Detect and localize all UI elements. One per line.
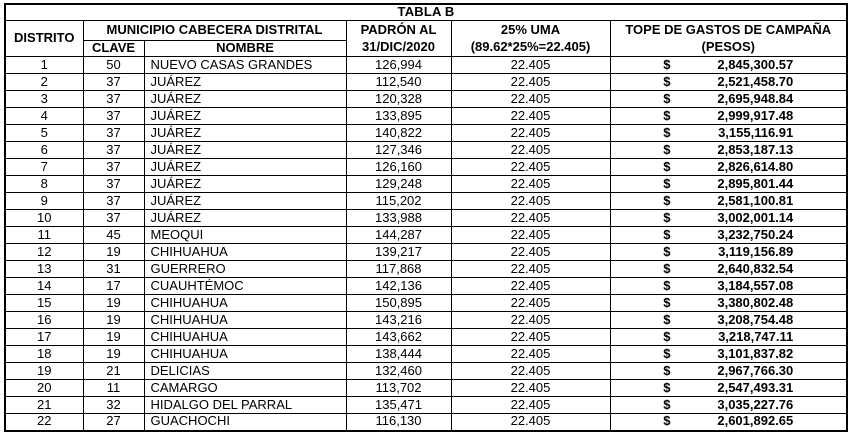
- table-row: [5, 159, 847, 176]
- tope-value: [663, 381, 793, 396]
- tope-amount: 3,101,837.82: [717, 345, 794, 361]
- cell-uma: 22.405: [451, 397, 610, 414]
- cell-tope: [610, 295, 847, 312]
- tope-value: [663, 414, 793, 429]
- tope-amount: 3,002,001.14: [717, 209, 794, 225]
- tope-value: [663, 296, 793, 311]
- table-row: [5, 244, 847, 261]
- header-padron: [346, 21, 451, 57]
- cell-clave: 19: [83, 295, 144, 312]
- cell-tope: [610, 414, 847, 431]
- cell-tope: [610, 380, 847, 397]
- cell-tope: [610, 278, 847, 295]
- tope-value: [663, 109, 793, 124]
- tope-value: [663, 245, 793, 260]
- cell-uma: 22.405: [451, 57, 610, 74]
- cell-distrito: 4: [5, 108, 83, 125]
- table-row: [5, 193, 847, 210]
- table-row: [5, 210, 847, 227]
- tope-value: [663, 75, 793, 90]
- tope-value: [663, 194, 793, 209]
- currency-symbol: $: [663, 294, 671, 310]
- tope-amount: 2,547,493.31: [717, 379, 794, 395]
- cell-clave: 37: [83, 176, 144, 193]
- cell-tope: [610, 210, 847, 227]
- tope-value: [663, 126, 793, 141]
- cell-tope: [610, 57, 847, 74]
- cell-nombre: JUÁREZ: [144, 74, 346, 91]
- table-row: [5, 380, 847, 397]
- cell-padron: 150,895: [346, 295, 451, 312]
- table-row: [5, 108, 847, 125]
- header-distrito: DISTRITO: [5, 21, 83, 57]
- cell-clave: 19: [83, 346, 144, 363]
- cell-nombre: JUÁREZ: [144, 108, 346, 125]
- cell-distrito: 8: [5, 176, 83, 193]
- cell-tope: [610, 397, 847, 414]
- header-tope: [610, 21, 847, 57]
- cell-tope: [610, 74, 847, 91]
- table-row: [5, 57, 847, 74]
- currency-symbol: $: [663, 362, 671, 378]
- cell-tope: [610, 176, 847, 193]
- cell-padron: 120,328: [346, 91, 451, 108]
- tope-amount: 2,581,100.81: [717, 192, 794, 208]
- cell-nombre: JUÁREZ: [144, 176, 346, 193]
- cell-padron: 112,540: [346, 74, 451, 91]
- header-tope-line1: TOPE DE GASTOS DE CAMPAÑA: [625, 22, 832, 38]
- currency-symbol: $: [663, 311, 671, 327]
- cell-padron: 133,895: [346, 108, 451, 125]
- currency-symbol: $: [663, 328, 671, 344]
- tope-value: [663, 92, 793, 107]
- cell-padron: 135,471: [346, 397, 451, 414]
- tope-value: [663, 347, 793, 362]
- currency-symbol: $: [663, 90, 671, 106]
- currency-symbol: $: [663, 124, 671, 140]
- cell-nombre: CHIHUAHUA: [144, 312, 346, 329]
- tope-amount: 3,208,754.48: [717, 311, 794, 327]
- cell-clave: 50: [83, 57, 144, 74]
- cell-distrito: 16: [5, 312, 83, 329]
- cell-distrito: 17: [5, 329, 83, 346]
- cell-tope: [610, 346, 847, 363]
- cell-nombre: JUÁREZ: [144, 142, 346, 159]
- cell-padron: 117,868: [346, 261, 451, 278]
- cell-uma: 22.405: [451, 91, 610, 108]
- cell-nombre: DELICIAS: [144, 363, 346, 380]
- cell-uma: 22.405: [451, 329, 610, 346]
- tope-value: [663, 262, 793, 277]
- tope-amount: 2,640,832.54: [717, 260, 794, 276]
- tope-value: [663, 211, 793, 226]
- cell-clave: 37: [83, 74, 144, 91]
- tope-value: [663, 330, 793, 345]
- cell-clave: 37: [83, 108, 144, 125]
- cell-nombre: CHIHUAHUA: [144, 329, 346, 346]
- cell-clave: 11: [83, 380, 144, 397]
- tope-amount: 3,380,802.48: [717, 294, 794, 310]
- cell-tope: [610, 91, 847, 108]
- table-row: [5, 312, 847, 329]
- cell-distrito: 13: [5, 261, 83, 278]
- tope-amount: 3,155,116.91: [718, 124, 794, 140]
- header-nombre: NOMBRE: [144, 41, 346, 57]
- table-row: [5, 91, 847, 108]
- cell-distrito: 5: [5, 125, 83, 142]
- cell-uma: 22.405: [451, 278, 610, 295]
- cell-nombre: JUÁREZ: [144, 159, 346, 176]
- cell-tope: [610, 108, 847, 125]
- table-row: [5, 397, 847, 414]
- currency-symbol: $: [663, 243, 671, 259]
- cell-distrito: 1: [5, 57, 83, 74]
- table-row: [5, 125, 847, 142]
- cell-clave: 37: [83, 91, 144, 108]
- cell-distrito: 19: [5, 363, 83, 380]
- cell-tope: [610, 159, 847, 176]
- cell-tope: [610, 329, 847, 346]
- table-row: [5, 227, 847, 244]
- cell-clave: 19: [83, 244, 144, 261]
- currency-symbol: $: [663, 260, 671, 276]
- tope-amount: 2,521,458.70: [717, 73, 794, 89]
- cell-padron: 113,702: [346, 380, 451, 397]
- cell-padron: 115,202: [346, 193, 451, 210]
- cell-nombre: GUACHOCHI: [144, 414, 346, 431]
- tope-amount: 2,826,614.80: [717, 158, 794, 174]
- cell-nombre: JUÁREZ: [144, 210, 346, 227]
- cell-uma: 22.405: [451, 193, 610, 210]
- tope-amount: 3,232,750.24: [717, 226, 794, 242]
- currency-symbol: $: [663, 396, 671, 412]
- title-row: [5, 4, 847, 21]
- header-uma: [451, 21, 610, 57]
- tope-value: [663, 143, 793, 158]
- currency-symbol: $: [663, 175, 671, 191]
- tope-amount: 2,695,948.84: [717, 90, 794, 106]
- header-row-top: [5, 21, 847, 41]
- cell-padron: 144,287: [346, 227, 451, 244]
- tope-value: [663, 398, 793, 413]
- cell-uma: 22.405: [451, 125, 610, 142]
- cell-uma: 22.405: [451, 312, 610, 329]
- cell-uma: 22.405: [451, 210, 610, 227]
- tope-amount: 3,218,747.11: [718, 328, 794, 344]
- cell-nombre: CHIHUAHUA: [144, 244, 346, 261]
- cell-uma: 22.405: [451, 227, 610, 244]
- cell-uma: 22.405: [451, 142, 610, 159]
- currency-symbol: $: [663, 379, 671, 395]
- cell-uma: 22.405: [451, 159, 610, 176]
- currency-symbol: $: [663, 345, 671, 361]
- cell-padron: 126,994: [346, 57, 451, 74]
- cell-padron: 127,346: [346, 142, 451, 159]
- cell-distrito: 7: [5, 159, 83, 176]
- cell-uma: 22.405: [451, 74, 610, 91]
- cell-clave: 21: [83, 363, 144, 380]
- tope-value: [663, 364, 793, 379]
- cell-uma: 22.405: [451, 363, 610, 380]
- table-row: [5, 295, 847, 312]
- header-tope-line2: (PESOS): [701, 38, 755, 54]
- cell-uma: 22.405: [451, 380, 610, 397]
- cell-padron: 140,822: [346, 125, 451, 142]
- cell-clave: 37: [83, 159, 144, 176]
- currency-symbol: $: [663, 141, 671, 157]
- cell-distrito: 21: [5, 397, 83, 414]
- cell-padron: 132,460: [346, 363, 451, 380]
- cell-distrito: 18: [5, 346, 83, 363]
- cell-padron: 116,130: [346, 414, 451, 431]
- cell-padron: 143,662: [346, 329, 451, 346]
- header-clave: CLAVE: [83, 41, 144, 57]
- tope-amount: 3,119,156.89: [718, 243, 794, 259]
- currency-symbol: $: [663, 209, 671, 225]
- cell-tope: [610, 125, 847, 142]
- cell-tope: [610, 363, 847, 380]
- cell-distrito: 11: [5, 227, 83, 244]
- header-uma-line2: (89.62*25%=22.405): [470, 38, 591, 54]
- tope-value: [663, 160, 793, 175]
- tope-amount: 2,967,766.30: [717, 362, 794, 378]
- cell-uma: 22.405: [451, 414, 610, 431]
- tope-amount: 2,999,917.48: [717, 107, 794, 123]
- cell-clave: 32: [83, 397, 144, 414]
- table-row: [5, 329, 847, 346]
- cell-tope: [610, 244, 847, 261]
- cell-distrito: 2: [5, 74, 83, 91]
- cell-distrito: 10: [5, 210, 83, 227]
- cell-uma: 22.405: [451, 108, 610, 125]
- cell-nombre: JUÁREZ: [144, 91, 346, 108]
- tope-amount: 2,845,300.57: [717, 56, 794, 72]
- cell-clave: 37: [83, 210, 144, 227]
- cell-distrito: 20: [5, 380, 83, 397]
- table-row: [5, 176, 847, 193]
- cell-nombre: NUEVO CASAS GRANDES: [144, 57, 346, 74]
- cell-nombre: GUERRERO: [144, 261, 346, 278]
- currency-symbol: $: [663, 56, 671, 72]
- tabla-b: [4, 3, 848, 432]
- cell-distrito: 15: [5, 295, 83, 312]
- currency-symbol: $: [663, 277, 671, 293]
- cell-clave: 19: [83, 329, 144, 346]
- currency-symbol: $: [663, 226, 671, 242]
- header-municipio-group: MUNICIPIO CABECERA DISTRITAL: [83, 21, 346, 41]
- table-row: [5, 142, 847, 159]
- cell-nombre: CHIHUAHUA: [144, 295, 346, 312]
- cell-nombre: MEOQUI: [144, 227, 346, 244]
- table-row: [5, 278, 847, 295]
- cell-clave: 31: [83, 261, 144, 278]
- tope-value: [663, 279, 793, 294]
- tope-amount: 3,184,557.08: [717, 277, 794, 293]
- cell-tope: [610, 193, 847, 210]
- cell-tope: [610, 142, 847, 159]
- cell-tope: [610, 312, 847, 329]
- cell-distrito: 3: [5, 91, 83, 108]
- cell-padron: 142,136: [346, 278, 451, 295]
- table-row: [5, 414, 847, 431]
- tope-value: [663, 228, 793, 243]
- cell-padron: 138,444: [346, 346, 451, 363]
- cell-uma: 22.405: [451, 261, 610, 278]
- cell-tope: [610, 261, 847, 278]
- header-padron-line2: 31/DIC/2020: [362, 38, 435, 54]
- cell-clave: 37: [83, 193, 144, 210]
- cell-distrito: 6: [5, 142, 83, 159]
- tope-amount: 2,895,801.44: [717, 175, 794, 191]
- cell-uma: 22.405: [451, 244, 610, 261]
- cell-nombre: JUÁREZ: [144, 125, 346, 142]
- currency-symbol: $: [663, 158, 671, 174]
- cell-clave: 45: [83, 227, 144, 244]
- tope-value: [663, 313, 793, 328]
- table-row: [5, 363, 847, 380]
- cell-clave: 37: [83, 125, 144, 142]
- tope-amount: 3,035,227.76: [717, 396, 794, 412]
- cell-nombre: CAMARGO: [144, 380, 346, 397]
- cell-tope: [610, 227, 847, 244]
- cell-distrito: 22: [5, 414, 83, 431]
- tope-amount: 2,853,187.13: [717, 141, 794, 157]
- cell-distrito: 9: [5, 193, 83, 210]
- cell-nombre: HIDALGO DEL PARRAL: [144, 397, 346, 414]
- table-title: TABLA B: [5, 4, 847, 21]
- cell-clave: 19: [83, 312, 144, 329]
- currency-symbol: $: [663, 192, 671, 208]
- cell-uma: 22.405: [451, 176, 610, 193]
- cell-nombre: JUÁREZ: [144, 193, 346, 210]
- header-padron-line1: PADRÓN AL: [360, 22, 437, 38]
- tope-value: [663, 177, 793, 192]
- cell-padron: 126,160: [346, 159, 451, 176]
- cell-nombre: CUAUHTÉMOC: [144, 278, 346, 295]
- header-uma-line1: 25% UMA: [500, 22, 561, 38]
- cell-clave: 17: [83, 278, 144, 295]
- table-row: [5, 346, 847, 363]
- cell-padron: 143,216: [346, 312, 451, 329]
- cell-padron: 139,217: [346, 244, 451, 261]
- cell-uma: 22.405: [451, 346, 610, 363]
- cell-clave: 27: [83, 414, 144, 431]
- cell-clave: 37: [83, 142, 144, 159]
- table-body: [5, 57, 847, 431]
- cell-distrito: 12: [5, 244, 83, 261]
- cell-nombre: CHIHUAHUA: [144, 346, 346, 363]
- cell-padron: 133,988: [346, 210, 451, 227]
- cell-uma: 22.405: [451, 295, 610, 312]
- currency-symbol: $: [663, 413, 671, 429]
- tope-amount: 2,601,892.65: [717, 413, 794, 429]
- currency-symbol: $: [663, 107, 671, 123]
- table-row: [5, 261, 847, 278]
- tope-value: [663, 58, 793, 73]
- table-row: [5, 74, 847, 91]
- cell-distrito: 14: [5, 278, 83, 295]
- cell-padron: 129,248: [346, 176, 451, 193]
- currency-symbol: $: [663, 73, 671, 89]
